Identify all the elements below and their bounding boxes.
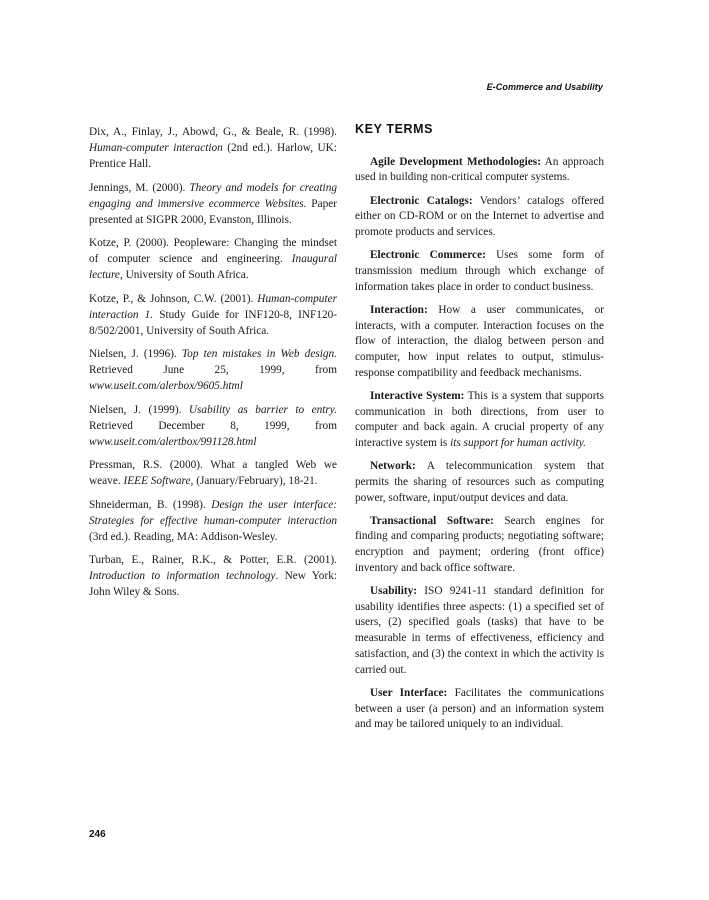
key-term-entry: User Interface: Facilitates the communications between a user (a person) and an information system and may be tailored uniquely to an individual. [355,686,604,731]
reference-entry: Dix, A., Finlay, J., Abowd, G., & Beale, R. (1998). Human-computer interaction (2nd ed.). Harlow, UK: Prentice Hall. [89,126,337,170]
reference-entry: Kotze, P., & Johnson, C.W. (2001). Human-computer interaction 1. Study Guide for INF120-8, INF120-8/502/2001, University of South Africa. [89,292,338,337]
reference-entry: Nielsen, J. (1996). Top ten mistakes in Web design. Retrieved June 25, 1999, from www.useit.com/alerbox/9605.html [89,348,338,392]
key-term-entry: Usability: ISO 9241-11 standard definition for usability identifies three aspects: (1) a specified set of users, (2) specified goals (tasks) that have to be measurable in terms of effectiveness, efficiency and satisfaction, and (3) the context in which the activity is carried out. [355,585,604,676]
running-head: E-Commerce and Usability [486,82,603,92]
key-term-entry: Electronic Catalogs: Vendors’ catalogs offered either on CD-ROM or on the Internet to advertise and promote products and services. [355,194,604,239]
reference-url: www.useit.com/alertbox/991128.html [89,435,257,448]
key-term-label: Transactional Software: [370,514,494,527]
key-term-entry: Agile Development Methodologies: An approach used in building non-critical computer systems. [355,155,604,184]
reference-entry: Turban, E., Rainer, R.K., & Potter, E.R. (2001). Introduction to information technology. New York: John Wiley & Sons. [89,554,338,598]
key-term-label: Agile Development Methodologies: [370,155,541,168]
key-terms-heading: KEY TERMS [355,122,434,136]
references-list [89,124,337,608]
reference-entry: Jennings, M. (2000). Theory and models for creating engaging and immersive ecommerce Websites. Paper presented at SIGPR 2000, Evanston, Illinois. [89,181,338,226]
key-term-label: Interaction: [370,303,428,316]
key-term-entry: Network: A telecommunication system that permits the sharing of resources such as computing power, software, input/output devices and data. [355,460,604,504]
key-term-label: Network: [370,460,416,473]
key-term-label: Interactive System: [370,389,465,402]
page-number: 246 [89,829,106,840]
reference-entry: Shneiderman, B. (1998). Design the user interface: Strategies for effective human-computer interaction (3rd ed.). Reading, MA: Addison-Wesley. [89,498,337,543]
reference-url: www.useit.com/alerbox/9605.html [89,380,243,392]
key-terms-section [355,122,604,740]
key-term-label: Usability: [370,585,418,598]
key-term-entry: Transactional Software: Search engines for finding and comparing products; negotiating software; encryption and payment; ordering (front office) inventory and back office software. [355,514,605,574]
reference-entry: Nielsen, J. (1999). Usability as barrier to entry. Retrieved December 8, 1999, from www.useit.com/alertbox/991128.html [89,403,338,448]
key-term-label: Electronic Commerce: [370,249,486,262]
key-term-entry: Electronic Commerce: Uses some form of transmission medium through which exchange of information takes place in order to conduct business. [355,249,604,293]
key-term-entry: Interaction: How a user communicates, or interacts, with a computer. Interaction focuses on the flow of interaction, the dialog between person and computer, how input relates to output, stimulus-response compatibility and feedback mechanisms. [355,303,604,379]
key-term-entry: Interactive System: This is a system that supports communication in both directions, from user to computer and back again. A crucial property of any interactive system is its support for human activity. [355,389,605,449]
reference-entry: Kotze, P. (2000). Peopleware: Changing the mindset of computer science and engineering. Inaugural lecture, University of South Africa. [89,237,337,281]
reference-entry: Pressman, R.S. (2000). What a tangled Web we weave. IEEE Software, (January/February), 18-21. [89,459,337,487]
key-term-label: User Interface: [370,686,448,699]
key-term-label: Electronic Catalogs: [370,194,473,207]
